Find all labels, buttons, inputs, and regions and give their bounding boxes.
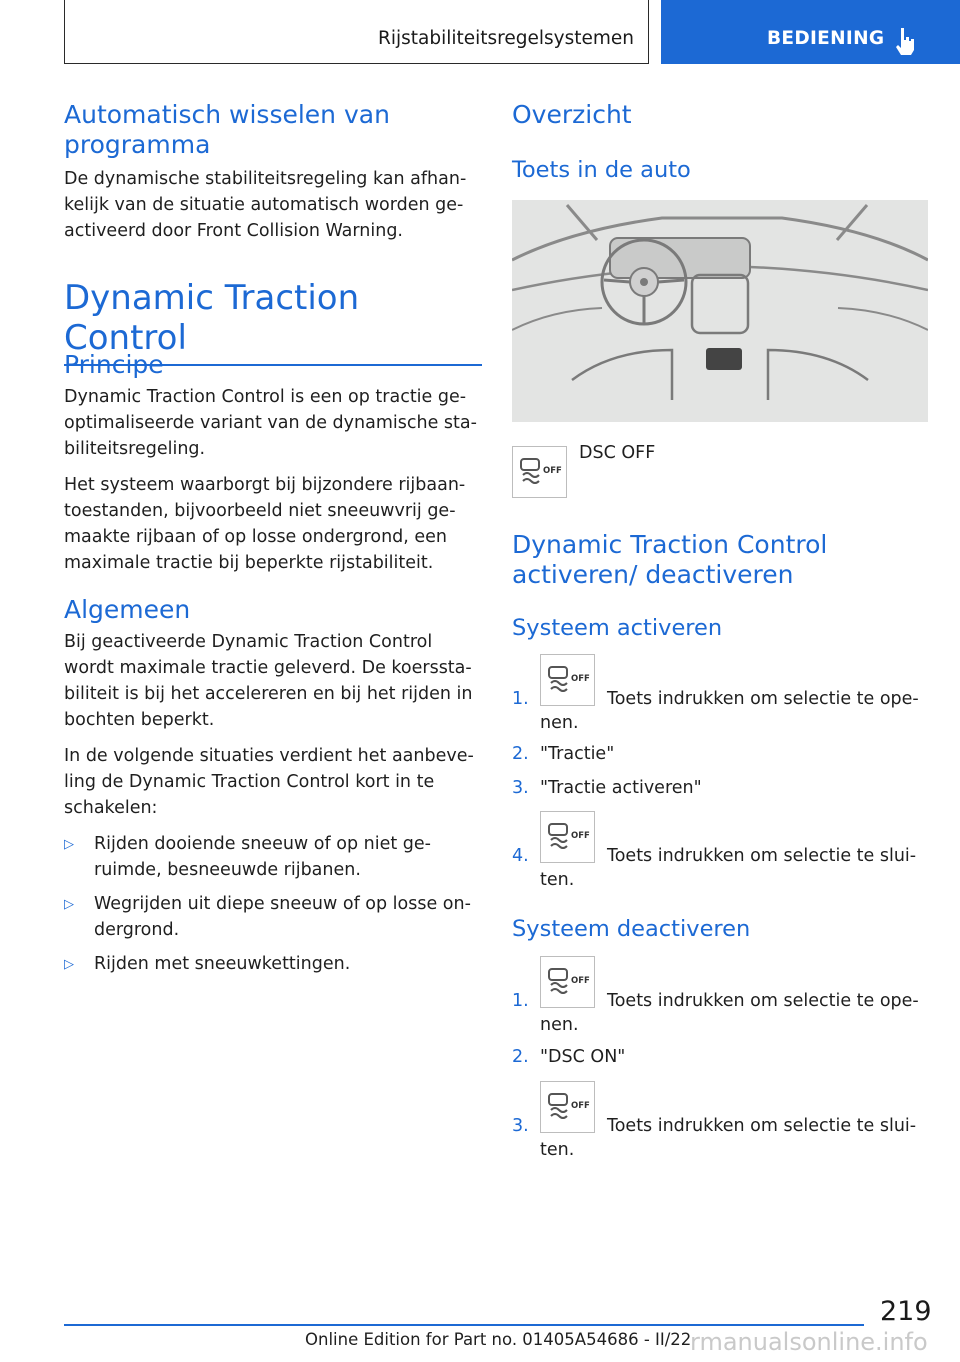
heading-algemeen: Algemeen <box>64 595 191 624</box>
step-text: nen. <box>540 713 579 733</box>
heading-overzicht: Overzicht <box>512 100 632 129</box>
dsc-button-icon <box>540 956 595 1008</box>
svg-text:OFF: OFF <box>571 674 590 684</box>
header-section-title: Rijstabiliteitsregelsystemen <box>377 28 634 49</box>
bullet-text: Rijden dooiende sneeuw of op niet ge-ruimde, besneeuwde rijbanen. <box>94 834 431 880</box>
paragraph-auto-switch: De dynamische stabiliteitsregeling kan afhan-kelijk van de situatie automatisch worden ge-activeerd door Front Collision Warning. <box>64 169 467 241</box>
traction-off-icon <box>513 447 566 497</box>
paragraph-principe-2: Het systeem waarborgt bij bijzondere rijbaan-toestanden, bijvoorbeeld niet sneeuwvrij ge-maakte rijbaan of op losse ondergrond, een maximale tractie bij beperkte rijstabiliteit. <box>64 475 466 573</box>
triangle-bullet-icon: ▷ <box>64 897 74 912</box>
step-number: 2. <box>512 744 529 764</box>
dsc-button-icon <box>540 1081 595 1133</box>
step-text: nen. <box>540 1015 579 1035</box>
dsc-off-button-icon <box>512 446 567 498</box>
traction-off-icon <box>541 812 594 862</box>
triangle-bullet-icon: ▷ <box>64 957 74 972</box>
bullet-list <box>64 831 482 978</box>
step-number: 4. <box>512 846 529 866</box>
step-text: "DSC ON" <box>540 1047 626 1067</box>
heading-dtc: Dynamic Traction Control <box>64 278 360 358</box>
left-column <box>64 100 484 244</box>
svg-text:OFF: OFF <box>571 831 590 841</box>
dsc-button-icon <box>540 811 595 863</box>
triangle-bullet-icon: ▷ <box>64 837 74 852</box>
step-text: Toets indrukken om selectie te ope- <box>607 689 919 709</box>
header-section-box <box>64 0 649 64</box>
header-chapter-title: BEDIENING <box>767 28 885 49</box>
step-number: 1. <box>512 991 529 1011</box>
step-text: ten. <box>540 870 575 890</box>
step-text: Toets indrukken om selectie te slui- <box>607 846 917 866</box>
step-number: 2. <box>512 1047 529 1067</box>
step-item <box>512 1044 625 1070</box>
paragraph-algemeen-2: In de volgende situaties verdient het aanbeve-ling de Dynamic Traction Control kort in te schakelen: <box>64 746 474 818</box>
step-text: ten. <box>540 1140 575 1160</box>
heading-systeem-deactiveren: Systeem deactiveren <box>512 916 751 942</box>
step-text: "Tractie activeren" <box>540 778 702 798</box>
heading-auto-switch: Automatisch wisselen van programma <box>64 100 390 159</box>
bullet-text: Rijden met sneeuwkettingen. <box>94 954 351 974</box>
paragraph-principe-1: Dynamic Traction Control is een op tractie ge-optimaliseerde variant van de dynamische sta-biliteitsregeling. <box>64 387 477 459</box>
traction-off-icon <box>541 655 594 705</box>
section-principe <box>64 350 482 576</box>
step-item <box>512 775 702 801</box>
list-item <box>64 831 482 883</box>
step-text: Toets indrukken om selectie te slui- <box>607 1116 917 1136</box>
dashboard-illustration <box>512 200 928 422</box>
step-text: "Tractie" <box>540 744 615 764</box>
paragraph-algemeen-1: Bij geactiveerde Dynamic Traction Control wordt maximale tractie geleverd. De koerssta-biliteit is bij het accelereren en bij het rijden in bochten beperkt. <box>64 632 473 730</box>
footer-rule <box>64 1324 864 1326</box>
step-text: Toets indrukken om selectie te ope- <box>607 991 919 1011</box>
heading-activeren: Dynamic Traction Control activeren/ deactiveren <box>512 530 828 589</box>
svg-text:OFF: OFF <box>571 976 590 986</box>
watermark: rmanualsonline.info <box>690 1328 928 1356</box>
step-item <box>512 741 614 767</box>
dsc-button-icon <box>540 654 595 706</box>
section-algemeen <box>64 595 482 978</box>
step-number: 3. <box>512 778 529 798</box>
traction-off-icon <box>541 1082 594 1132</box>
header-chapter-tab[interactable] <box>661 0 960 64</box>
page-number: 219 <box>880 1296 932 1327</box>
list-item <box>64 891 482 943</box>
heading-principe: Principe <box>64 350 164 379</box>
hand-pointer-icon <box>892 26 918 56</box>
list-item <box>64 951 482 978</box>
step-number: 1. <box>512 689 529 709</box>
bullet-text: Wegrijden uit diepe sneeuw of op losse on-dergrond. <box>94 894 471 940</box>
heading-systeem-activeren: Systeem activeren <box>512 615 723 641</box>
step-number: 3. <box>512 1116 529 1136</box>
footer-edition: Online Edition for Part no. 01405A54686 - II/22 <box>305 1330 692 1349</box>
button-label-dsc-off: DSC OFF <box>579 443 656 463</box>
heading-toets: Toets in de auto <box>512 157 691 183</box>
svg-text:OFF: OFF <box>571 1101 590 1111</box>
traction-off-icon <box>541 957 594 1007</box>
svg-text:OFF: OFF <box>543 466 562 476</box>
